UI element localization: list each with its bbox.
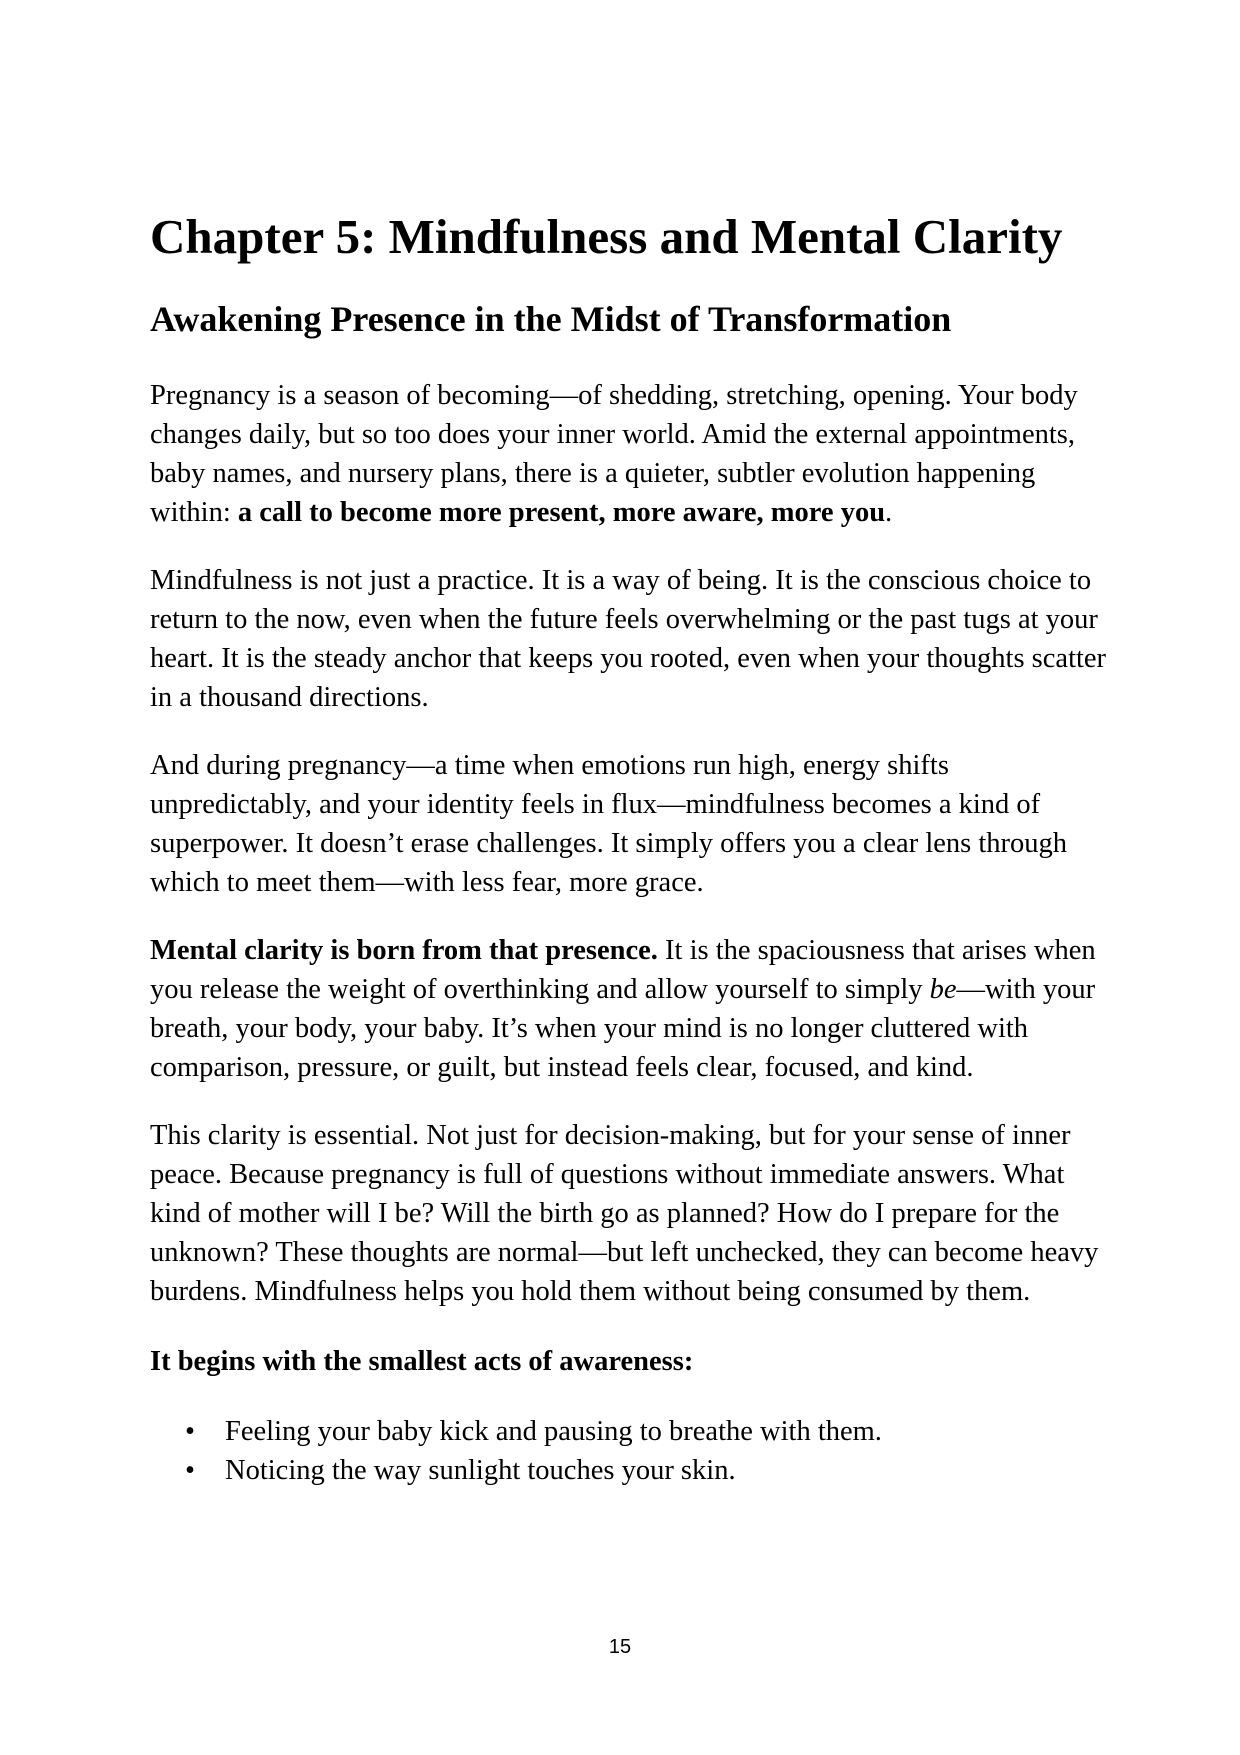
list-item	[150, 1412, 1110, 1451]
list-item-text: Noticing the way sunlight touches your skin.	[225, 1455, 736, 1487]
list-item	[150, 1451, 1110, 1490]
paragraph-4-text-a: It is the spaciousness that arises when you release the weight of overthinking and allow yourself to simply	[150, 935, 1096, 1006]
bullet-icon: •	[185, 1455, 195, 1487]
chapter-title: Chapter 5: Mindfulness and Mental Clarity	[150, 209, 1063, 264]
page-content	[150, 210, 1110, 1490]
list-item-text: Feeling your baby kick and pausing to breathe with them.	[225, 1416, 882, 1448]
paragraph-1	[150, 376, 1110, 532]
paragraph-1-bold: a call to become more present, more aware, more you	[237, 497, 886, 529]
paragraph-5: This clarity is essential. Not just for decision-making, but for your sense of inner peace. Because pregnancy is full of questions without immediate answers. What kind of mother will I be? Will the birth go as planned? How do I prepare for the unknown? These thoughts are normal—but left unchecked, they can become heavy burdens. Mindfulness helps you hold them without being consumed by them.	[150, 1120, 1099, 1308]
list-lead: It begins with the smallest acts of awareness:	[150, 1346, 694, 1378]
paragraph-1-text: Pregnancy is a season of becoming—of shedding, stretching, opening. Your body changes daily, but so too does your inner world. Amid the external appointments, baby names, and nursery plans, there is a quieter, subtler evolution happening within:	[150, 380, 1078, 529]
awareness-list	[150, 1412, 1110, 1490]
page-number: 15	[608, 1636, 632, 1658]
paragraph-1-tail: .	[885, 497, 893, 529]
paragraph-2: Mindfulness is not just a practice. It is a way of being. It is the conscious choice to return to the now, even when the future feels overwhelming or the past tugs at your heart. It is the steady anchor that keeps you rooted, even when your thoughts scatter in a thousand directions.	[150, 565, 1107, 714]
paragraph-4-italic: be	[929, 974, 957, 1006]
paragraph-3: And during pregnancy—a time when emotions run high, energy shifts unpredictably, and your identity feels in flux—mindfulness becomes a kind of superpower. It doesn’t erase challenges. It simply offers you a clear lens through which to meet them—with less fear, more grace.	[150, 750, 1068, 899]
paragraph-4	[150, 931, 1110, 1087]
section-title: Awakening Presence in the Midst of Transformation	[150, 298, 952, 339]
paragraph-4-text-b: —with your breath, your body, your baby. It’s when your mind is no longer cluttered with comparison, pressure, or guilt, but instead feels clear, focused, and kind.	[150, 974, 1096, 1084]
paragraph-4-bold: Mental clarity is born from that presence.	[150, 935, 658, 967]
bullet-icon: •	[185, 1416, 195, 1448]
